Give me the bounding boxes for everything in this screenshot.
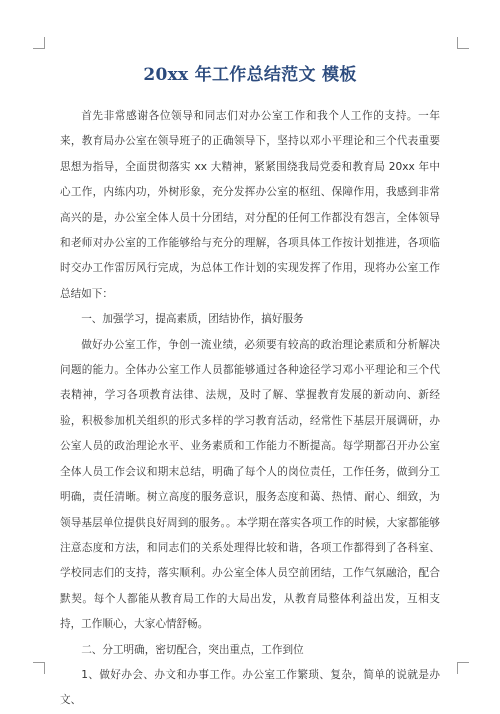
section-1-paragraph: 做好办公室工作，争创一流业绩，必须要有较高的政治理论素质和分析解决问题的能力。全体办公室工作人员都能够通过各种途径学习邓小平理论和三个代表精神，学习各项教育法律、法规，及时了解、掌握教育发展的新动向、新经验，积极参加机关组织的形式多样的学习教育活动，经常性下基层开展调研，办公室人员的政治理论水平、业务素质和工作能力不断提高。每学期都召开办公室全体人员工作会议和期末总结，明确了每个人的岗位责任，工作任务，做到分工明确，责任清晰。树立高度的服务意识，服务态度和蔼、热情、耐心、细致，为领导基层单位提供良好周到的服务。。本学期在落实各项工作的时候，大家都能够注意态度和方法，和同志们的关系处理得比较和谐，各项工作都得到了各科室、学校同志们的支持，落实顺利。办公室全体人员空前团结，工作气氛融洽，配合默契。每个人都能从教育局工作的大局出发，从教育局整体利益出发，互相支持，工作顺心，大家心情舒畅。 [60, 338, 440, 631]
page-corner-mark-top-left [33, 37, 45, 49]
document-body [60, 104, 440, 714]
page-corner-mark-bottom-left [33, 662, 45, 674]
subsection-1-paragraph: 1、做好办会、办文和办事工作。办公室工作繁琐、复杂，简单的说就是办文、 [60, 668, 440, 707]
page-corner-mark-top-right [457, 37, 469, 49]
intro-paragraph: 首先非常感谢各位领导和同志们对办公室工作和我个人工作的支持。一年来，教育局办公室在领导班子的正确领导下，坚持以邓小平理论和三个代表重要思想为指导，全面贯彻落实 xx 大精神，紧紧围绕我局党委和教育局 20xx 年中心工作，内练内功，外树形象，充分发挥办公室的枢纽、保障作用，我感到非常高兴的是，办公室全体人员十分团结，对分配的任何工作都没有怨言，全体领导和老师对办公室的工作能够给与充分的理解，各项具体工作按计划推进，各项临时交办工作雷厉风行完成，为总体工作计划的实现发挥了作用，现将办公室工作总结如下： [60, 110, 440, 300]
section-heading-1: 一、加强学习，提高素质，团结协作，搞好服务 [81, 313, 304, 326]
page-corner-mark-bottom-right [457, 662, 469, 674]
section-heading-2: 二、分工明确，密切配合，突出重点，工作到位 [81, 643, 304, 656]
document-title: 20xx 年工作总结范文 模板 [143, 65, 357, 85]
